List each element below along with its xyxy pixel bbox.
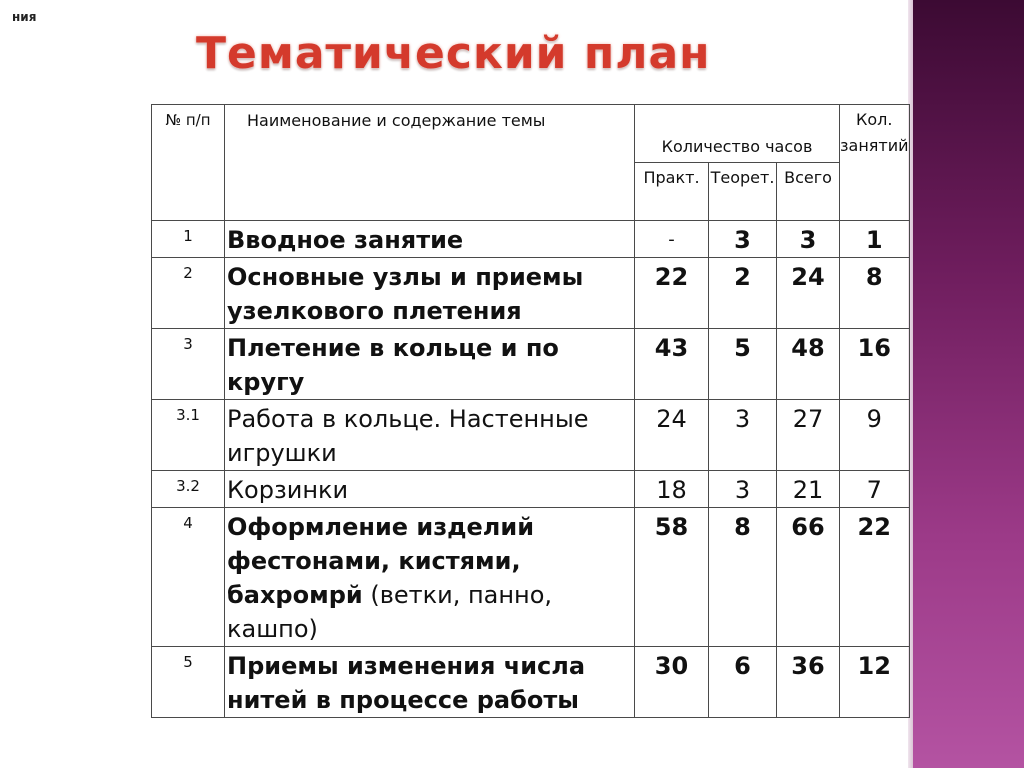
row-prakt: - [635, 221, 709, 258]
row-kol: 7 [840, 471, 910, 508]
row-num: 3.1 [152, 400, 225, 471]
row-vsego: 24 [777, 258, 840, 329]
row-vsego: 3 [777, 221, 840, 258]
table-row [152, 400, 910, 471]
table-row [152, 258, 910, 329]
row-name: Вводное занятие [225, 221, 635, 258]
header-vsego: Всего [777, 163, 840, 221]
table-header-row [152, 105, 910, 163]
row-name [225, 508, 635, 647]
row-num: 5 [152, 647, 225, 718]
row-prakt: 30 [635, 647, 709, 718]
row-prakt: 24 [635, 400, 709, 471]
row-name-bold: Оформление изделий фестонами, кистями, бахромрй [227, 513, 535, 609]
thematic-plan-table [151, 104, 910, 718]
row-name: Приемы изменения числа нитей в процессе работы [225, 647, 635, 718]
row-name: Работа в кольце. Настенные игрушки [225, 400, 635, 471]
row-name: Плетение в кольце и по кругу [225, 329, 635, 400]
row-vsego: 48 [777, 329, 840, 400]
row-kol: 12 [840, 647, 910, 718]
row-kol: 16 [840, 329, 910, 400]
row-kol: 22 [840, 508, 910, 647]
row-prakt: 43 [635, 329, 709, 400]
row-name: Корзинки [225, 471, 635, 508]
table-row [152, 647, 910, 718]
row-prakt: 22 [635, 258, 709, 329]
header-kol: Кол. занятий [840, 105, 910, 221]
row-teor: 3 [709, 221, 777, 258]
row-teor: 6 [709, 647, 777, 718]
row-vsego: 36 [777, 647, 840, 718]
decorative-side-band [913, 0, 1024, 768]
row-teor: 3 [709, 471, 777, 508]
header-hours: Количество часов [635, 105, 840, 163]
table-row [152, 508, 910, 647]
row-num: 2 [152, 258, 225, 329]
row-vsego: 27 [777, 400, 840, 471]
row-teor: 3 [709, 400, 777, 471]
table-row [152, 471, 910, 508]
row-vsego: 21 [777, 471, 840, 508]
row-kol: 8 [840, 258, 910, 329]
header-name: Наименование и содержание темы [225, 105, 635, 221]
row-teor: 2 [709, 258, 777, 329]
table-row [152, 221, 910, 258]
page-title: Тематический план [196, 28, 711, 79]
header-prakt: Практ. [635, 163, 709, 221]
header-teor: Теорет. [709, 163, 777, 221]
row-num: 4 [152, 508, 225, 647]
row-teor: 8 [709, 508, 777, 647]
row-vsego: 66 [777, 508, 840, 647]
row-name: Основные узлы и приемы узелкового плетения [225, 258, 635, 329]
corner-label: ния [12, 10, 37, 24]
row-prakt: 58 [635, 508, 709, 647]
row-name-rest: (ветки, панно, кашпо) [227, 581, 553, 643]
row-prakt: 18 [635, 471, 709, 508]
table-row [152, 329, 910, 400]
header-num: № п/п [152, 105, 225, 221]
row-num: 3 [152, 329, 225, 400]
row-teor: 5 [709, 329, 777, 400]
row-kol: 1 [840, 221, 910, 258]
row-num: 1 [152, 221, 225, 258]
row-kol: 9 [840, 400, 910, 471]
row-num: 3.2 [152, 471, 225, 508]
